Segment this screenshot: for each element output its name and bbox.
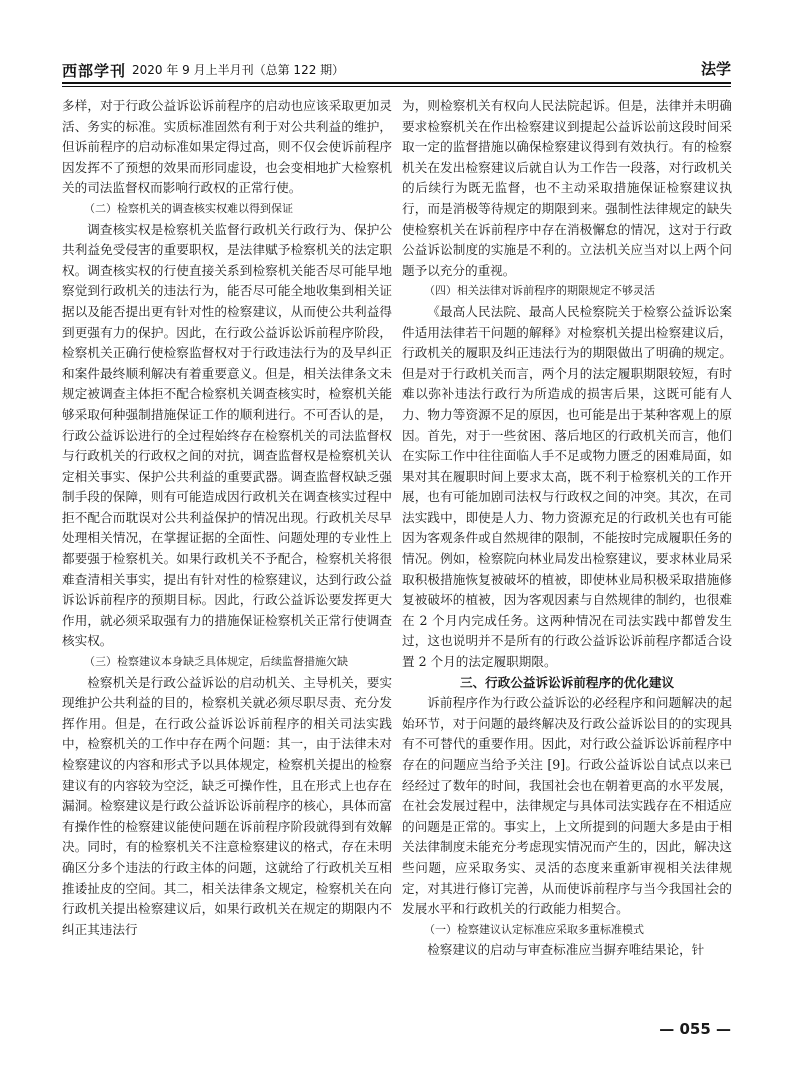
- paragraph: 检察机关是行政公益诉讼的启动机关、主导机关，要实现维护公共利益的目的，检察机关就必须尽职尽责、充分发挥作用。但是，在行政公益诉讼诉前程序的相关司法实践中，检察机关的工作中存在两个问题：其一，由于法律未对检察建议的内容和形式予以具体规定，检察机关提出的检察建议有的内容较为空泛，缺乏可操作性，且在形式上也存在漏洞。检察建议是行政公益诉讼诉前程序的核心，具体而富有操作性的检察建议能使问题在诉前程序阶段就得到有效解决。同时，有的检察机关不注意检察建议的格式，存在未明确区分多个违法的行政主体的问题，这就给了行政机关互相推诿扯皮的空间。其二，相关法律条文规定，检察机关在向行政机关提出检察建议后，如果行政机关在规定的期限内不纠正其违法行: [62, 674, 392, 937]
- page-number: — 055 —: [659, 1020, 731, 1038]
- paragraph: 调查核实权是检察机关监督行政机关行政行为、保护公共利益免受侵害的重要职权，是法律赋予检察机关的法定职权。调查核实权的行使直接关系到检察机关能否尽可能早地察觉到行政机关的违法行为，能否尽可能全地收集到相关证据以及能否提出更有针对性的检察建议，从而使公共利益得到更强有力的保护。因此，在行政公益诉讼诉前程序阶段，检察机关正确行使检察监督权对于行政违法行为的及早纠正和案件最终顺利解决有着重要意义。但是，相关法律条文未规定被调查主体拒不配合检察机关调查核实时，检察机关能够采取何种强制措施保证工作的顺利进行。不可否认的是，行政公益诉讼进行的全过程始终存在检察机关的司法监督权与行政机关的行政权之间的对抗，调查监督权是检察机关认定相关事实、保护公共利益的重要武器。调查监督权缺乏强制手段的保障，则有可能造成因行政机关在调查核实过程中拒不配合而耽误对公共利益保护的情况出现。行政机关尽早处理相关情况，在掌握证据的全面性、问题处理的专业性上都要强于检察机关。如果行政机关不予配合，检察机关将很难查清相关事实，提出有针对性的检察建议，达到行政公益诉讼诉前程序的预期目标。因此，行政公益诉讼要发挥更大作用，就必须采取强有力的措施保证检察机关正常行使调查核实权。: [62, 221, 392, 649]
- subheading: （二）检察机关的调查核实权难以得到保证: [84, 201, 293, 215]
- paragraph: 诉前程序作为行政公益诉讼的必经程序和问题解决的起始环节，对于问题的最终解决及行政公益诉讼目的的实现具有不可替代的重要作用。因此，对行政公益诉讼诉前程序中存在的问题应当给予关注 [9]。行政公益诉讼自试点以来已经经过了数年的时间，我国社会也在朝着更高的水平发展，在社会发展过程中，法律规定与具体司法实践存在不相适应的问题是正常的。事实上，上文所提到的问题大多是由于相关法律制度未能充分考虑现实情况而产生的，因此，解决这些问题，应采取务实、灵活的态度来重新审视相关法律规定，对其进行修订完善，从而使诉前程序与当今我国社会的发展水平和行政机关的行政能力相契合。: [402, 695, 732, 917]
- page-header: [62, 52, 731, 82]
- section-name: 法学: [700, 60, 731, 78]
- subheading: （一）检察建议认定标准应采取多重标准模式: [424, 922, 644, 936]
- journal-logo: 西部学刊: [62, 62, 127, 80]
- paragraph: 检察建议的启动与审查标准应当摒弃唯结果论，针: [427, 942, 705, 958]
- paragraph: 《最高人民法院、最高人民检察院关于检察公益诉讼案件适用法律若干问题的解释》对检察机关提出检察建议后，行政机关的履职及纠正违法行为的期限做出了明确的规定。但是对于行政机关而言，两个月的法定履职期限较短，有时难以弥补违法行政行为所造成的损害后果，这既可能有人力、物力等资源不足的原因，也可能是出于某种客观上的原因。首先，对于一些贫困、落后地区的行政机关而言，他们在实际工作中往往面临人手不足或物力匮乏的困难局面，如果对其在履职时间上要求太高，既不利于检察机关的工作开展，也有可能加剧司法权与行政权之间的冲突。其次，在司法实践中，即使是人力、物力资源充足的行政机关也有可能因为客观条件或自然规律的限制，不能按时完成履职任务的情况。例如，检察院向林业局发出检察建议，要求林业局采取积极措施恢复被破坏的植被，即使林业局积极采取措施修复被破坏的植被，因为客观因素与自然规律的制约，也很难在 2 个月内完成任务。这两种情况在司法实践中都曾发生过，这也说明并不是所有的行政公益诉讼诉前程序都适合设置 2 个月的法定履职期限。: [402, 303, 732, 670]
- paragraph: 多样，对于行政公益诉讼诉前程序的启动也应该采取更加灵活、务实的标准。实质标准固然有利于对公共利益的维护，但诉前程序的启动标准如果定得过高，则不仅会使诉前程序因发挥不了预想的效果而形同虚设，也会变相地扩大检察机关的司法监督权而影响行政权的正常行使。: [62, 98, 392, 196]
- section-heading: 三、行政公益诉讼诉前程序的优化建议: [459, 674, 675, 690]
- right-column: [402, 96, 732, 1026]
- subheading: （四）相关法律对诉前程序的期限规定不够灵活: [424, 284, 655, 298]
- header-rule: [62, 82, 731, 84]
- paragraph: 为，则检察机关有权向人民法院起诉。但是，法律并未明确要求检察机关在作出检察建议到提起公益诉讼前这段时间采取一定的监督措施以确保检察建议得到有效执行。有的检察机关在发出检察建议后就自认为工作告一段落，对行政机关的后续行为既无监督，也不主动采取措施保证检察建议执行，而是消极等待规定的期限到来。强制性法律规定的缺失使检察机关在诉前程序中存在消极懈怠的情况，这对于行政公益诉讼制度的实施是不利的。立法机关应当对以上两个问题予以充分的重视。: [402, 98, 732, 278]
- article-body: [62, 96, 732, 1026]
- header-rule-thin: [62, 86, 731, 87]
- issue-info: 2020 年 9 月上半月刊（总第 122 期）: [132, 63, 345, 77]
- subheading: （三）检察建议本身缺乏具体规定，后续监督措施欠缺: [84, 655, 348, 669]
- left-column: [62, 96, 392, 1026]
